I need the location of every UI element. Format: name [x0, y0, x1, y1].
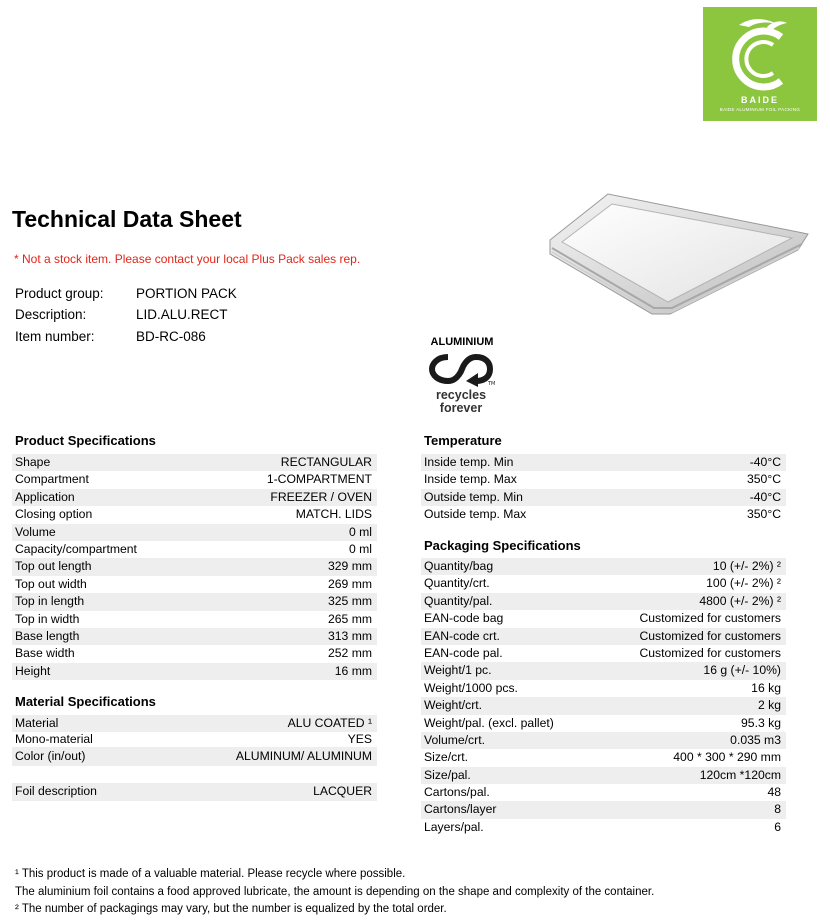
footnote-packaging-count: ² The number of packagings may vary, but the number is equalized by the total order. [15, 903, 447, 915]
table-row [12, 558, 377, 575]
spec-value: 100 (+/- 2%) ² [706, 576, 781, 591]
spec-label: Quantity/pal. [424, 593, 493, 608]
product-group-label: Product group: [15, 286, 104, 301]
spec-value: Customized for customers [639, 611, 781, 626]
spec-value: 0 ml [348, 541, 372, 556]
brand-logo [703, 7, 817, 121]
table-row [12, 576, 377, 593]
spec-label: Inside temp. Max [424, 472, 517, 487]
item-number-value: BD-RC-086 [136, 329, 206, 344]
spec-value: 329 mm [327, 559, 372, 574]
table-row [12, 628, 377, 645]
spec-value: -40°C [749, 455, 781, 469]
spec-value: 252 mm [327, 646, 372, 661]
spec-value: ALUMINUM/ ALUMINUM [235, 749, 372, 764]
spec-value: 16 kg [751, 680, 781, 695]
infinity-recycle-icon [428, 351, 496, 387]
spec-label: Inside temp. Min [424, 455, 514, 469]
spec-value: LACQUER [313, 784, 372, 799]
table-row [421, 697, 786, 714]
product-specs-table [12, 454, 377, 680]
table-row [421, 575, 786, 592]
spec-label: Application [15, 489, 75, 504]
badge-tm: TM [488, 381, 496, 387]
spec-label: Quantity/bag [424, 559, 494, 573]
packaging-specs-title: Packaging Specifications [424, 538, 581, 553]
table-row [421, 819, 786, 836]
logo-brand-name: BAIDE [740, 95, 779, 105]
table-row [12, 732, 377, 747]
table-row [421, 784, 786, 801]
table-row [12, 611, 377, 628]
table-row [12, 715, 377, 732]
spec-value: 16 mm [334, 663, 372, 678]
table-row [12, 593, 377, 610]
spec-value: Customized for customers [639, 628, 781, 643]
spec-label: Outside temp. Min [424, 489, 523, 504]
spec-value: 48 [767, 785, 781, 800]
item-number-label: Item number: [15, 329, 95, 344]
table-row [421, 628, 786, 645]
table-row [421, 593, 786, 610]
spec-value: Customized for customers [639, 645, 781, 660]
spec-value: -40°C [749, 489, 781, 504]
spec-value: 6 [774, 819, 781, 834]
table-row [421, 454, 786, 471]
spec-label: Height [15, 663, 51, 678]
spec-label: Base length [15, 628, 80, 643]
table-row [421, 680, 786, 697]
table-row [12, 454, 377, 471]
table-row [12, 663, 377, 680]
spec-label: Shape [15, 455, 51, 469]
table-row [421, 732, 786, 749]
spec-label: Weight/crt. [424, 698, 483, 713]
table-row [12, 783, 377, 800]
spec-label: Top in width [15, 611, 80, 626]
table-row [421, 610, 786, 627]
spec-value: 325 mm [327, 594, 372, 609]
table-row [12, 747, 377, 766]
spec-label: Mono-material [15, 732, 93, 747]
table-row [421, 662, 786, 679]
table-row [421, 801, 786, 818]
spec-value: 120cm *120cm [699, 767, 781, 782]
footnote-recycle: ¹ This product is made of a valuable material. Please recycle where possible. [15, 868, 406, 880]
temperature-table [421, 454, 786, 524]
spec-label: Top out length [15, 559, 92, 574]
spec-value: MATCH. LIDS [295, 507, 372, 522]
description-label: Description: [15, 307, 87, 322]
product-lid-image [548, 192, 810, 318]
spec-value: ALU COATED ¹ [287, 716, 372, 730]
spec-value: 4800 (+/- 2%) ² [699, 593, 781, 608]
spec-value: 0 ml [348, 524, 372, 539]
table-row [12, 645, 377, 662]
spec-value: 350°C [746, 472, 781, 487]
spec-value: 10 (+/- 2%) ² [712, 559, 781, 573]
material-specs-table [12, 715, 377, 801]
spec-label: Volume/crt. [424, 732, 485, 747]
spec-value: 8 [774, 802, 781, 817]
spec-label: Top in length [15, 594, 85, 609]
spec-label: Volume [15, 524, 56, 539]
spec-label: EAN-code bag [424, 611, 504, 626]
logo-tagline: BAIDE ALUMINIUM FOIL PACKING [719, 107, 801, 112]
stock-notice: * Not a stock item. Please contact your local Plus Pack sales rep. [14, 252, 361, 266]
table-row [12, 506, 377, 523]
spec-value: YES [347, 732, 372, 747]
table-row [12, 471, 377, 488]
page-title: Technical Data Sheet [12, 206, 242, 232]
temperature-title: Temperature [424, 433, 502, 448]
spec-label: Color (in/out) [15, 749, 86, 764]
spec-label: Compartment [15, 472, 89, 487]
spec-label: Outside temp. Max [424, 507, 527, 522]
spec-label: Cartons/layer [424, 802, 497, 817]
table-row [421, 767, 786, 784]
spec-value: 16 g (+/- 10%) [703, 663, 781, 678]
spec-value: 265 mm [327, 611, 372, 626]
spec-label: Top out width [15, 576, 87, 591]
spec-label: Closing option [15, 507, 93, 522]
footnote-lubricate: The aluminium foil contains a food approved lubricate, the amount is depending on the shape and complexity of the container. [15, 886, 655, 898]
spec-value: FREEZER / OVEN [270, 489, 372, 504]
spec-value: 313 mm [327, 628, 372, 643]
table-row-empty [12, 766, 377, 783]
spec-label: EAN-code crt. [424, 628, 500, 643]
spec-label: Weight/1000 pcs. [424, 680, 518, 695]
badge-line-1: recycles [435, 388, 487, 402]
spec-label: Weight/1 pc. [424, 663, 492, 678]
table-row [12, 541, 377, 558]
spec-label: Layers/pal. [424, 819, 484, 834]
packaging-specs-table [421, 558, 786, 836]
spec-value: 400 * 300 * 290 mm [673, 750, 781, 765]
table-row [12, 524, 377, 541]
badge-line-2: forever [439, 401, 483, 415]
material-specs-title: Material Specifications [15, 694, 156, 709]
product-group-value: PORTION PACK [136, 286, 237, 301]
description-value: LID.ALU.RECT [136, 307, 228, 322]
spec-value: 269 mm [327, 576, 372, 591]
product-specs-title: Product Specifications [15, 433, 156, 448]
spec-label: Foil description [15, 784, 97, 799]
spec-label: EAN-code pal. [424, 645, 503, 660]
spec-label: Weight/pal. (excl. pallet) [424, 715, 554, 730]
table-row [421, 506, 786, 523]
spec-value: 0.035 m3 [730, 732, 781, 747]
spec-label: Size/pal. [424, 767, 471, 782]
spec-value: 95.3 kg [741, 715, 781, 730]
aluminium-recycles-badge [418, 336, 506, 418]
spec-value: 350°C [746, 507, 781, 522]
spec-value: 1-COMPARTMENT [266, 472, 372, 487]
spec-label: Size/crt. [424, 750, 469, 765]
table-row [421, 749, 786, 766]
table-row [421, 645, 786, 662]
spec-label: Quantity/crt. [424, 576, 490, 591]
spec-label: Material [15, 716, 59, 730]
table-row [421, 558, 786, 575]
table-row [421, 489, 786, 506]
table-row [12, 489, 377, 506]
spec-value: RECTANGULAR [280, 455, 372, 469]
table-row [421, 715, 786, 732]
spec-label: Capacity/compartment [15, 541, 137, 556]
spec-label: Base width [15, 646, 75, 661]
spec-value: 2 kg [757, 698, 781, 713]
badge-top-text: ALUMINIUM [430, 336, 494, 348]
spec-label: Cartons/pal. [424, 785, 490, 800]
table-row [421, 471, 786, 488]
